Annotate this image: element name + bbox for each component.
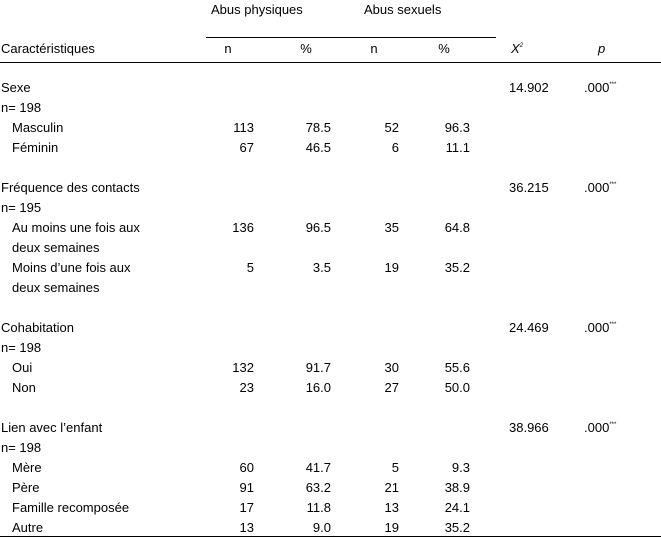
cell-pct-physical: 78.5 xyxy=(305,120,331,135)
cell-n-physical: 17 xyxy=(239,500,254,515)
cell-pct-sexual: 96.3 xyxy=(444,120,470,135)
cell-pct-physical: 91.7 xyxy=(305,360,331,375)
row-label: Au moins une fois aux xyxy=(12,220,140,235)
cell-n-sexual: 30 xyxy=(384,360,399,375)
sample-size-label: n= 198 xyxy=(1,100,42,115)
row-label: Moins d’une fois aux xyxy=(12,260,131,275)
row-label: Féminin xyxy=(12,140,59,155)
cell-n-sexual: 13 xyxy=(384,500,399,515)
cell-n-physical: 5 xyxy=(246,260,254,275)
cell-n-sexual: 27 xyxy=(384,380,399,395)
col-header-pct1: % xyxy=(300,41,312,56)
row-label: deux semaines xyxy=(12,280,100,295)
row-label: Famille recomposée xyxy=(12,500,130,515)
sample-size-label: n= 195 xyxy=(1,200,42,215)
section-title: Fréquence des contacts xyxy=(1,180,140,195)
row-label: Autre xyxy=(12,520,44,535)
p-value xyxy=(584,420,616,436)
p-value-text: .000 xyxy=(584,80,610,95)
row-label: deux semaines xyxy=(12,240,100,255)
cell-n-sexual: 6 xyxy=(391,140,399,155)
col-header-p: p xyxy=(598,41,606,56)
cell-n-sexual: 35 xyxy=(384,220,399,235)
chi2-value: 38.966 xyxy=(509,420,549,435)
p-value-text: .000 xyxy=(584,420,610,435)
cell-pct-physical: 9.0 xyxy=(312,520,331,535)
chi2-value: 36.215 xyxy=(509,180,549,195)
p-value xyxy=(584,320,616,336)
cell-pct-physical: 16.0 xyxy=(305,380,331,395)
col-header-characteristics: Caractéristiques xyxy=(1,41,95,56)
sample-size-label: n= 198 xyxy=(1,440,42,455)
col-header-pct2: % xyxy=(438,41,450,56)
cell-pct-sexual: 24.1 xyxy=(444,500,470,515)
section-title: Sexe xyxy=(1,80,31,95)
row-label: Masculin xyxy=(12,120,64,135)
cell-pct-physical: 46.5 xyxy=(305,140,331,155)
chi2-value: 24.469 xyxy=(509,320,549,335)
cell-n-physical: 67 xyxy=(239,140,254,155)
cell-n-sexual: 21 xyxy=(384,480,399,495)
cell-pct-sexual: 35.2 xyxy=(444,520,470,535)
col-header-chi2: $X^2$ xyxy=(511,41,524,56)
cell-n-sexual: 5 xyxy=(391,460,399,475)
col-header-n2: n xyxy=(370,41,378,56)
col-header-n1: n xyxy=(224,41,232,56)
section-title: Lien avec l’enfant xyxy=(1,420,103,435)
cell-pct-sexual: 11.1 xyxy=(445,140,470,155)
cell-pct-sexual: 55.6 xyxy=(444,360,470,375)
row-label: Mère xyxy=(12,460,42,475)
cell-pct-physical: 96.5 xyxy=(305,220,331,235)
significance-marker: *** xyxy=(609,181,617,188)
cell-pct-physical: 3.5 xyxy=(312,260,331,275)
section-title: Cohabitation xyxy=(1,320,74,335)
cell-pct-physical: 63.2 xyxy=(305,480,331,495)
row-label: Non xyxy=(12,380,36,395)
row-label: Oui xyxy=(12,360,33,375)
group-header-physical: Abus physiques xyxy=(211,2,303,17)
cell-pct-physical: 41.7 xyxy=(305,460,331,475)
p-value xyxy=(584,180,616,196)
cell-n-physical: 91 xyxy=(239,480,254,495)
significance-marker: *** xyxy=(609,421,617,428)
significance-marker: *** xyxy=(609,321,617,328)
cell-pct-sexual: 64.8 xyxy=(444,220,470,235)
cell-n-sexual: 19 xyxy=(384,260,399,275)
sample-size-label: n= 198 xyxy=(1,340,42,355)
p-value xyxy=(584,80,616,96)
cell-pct-physical: 11.8 xyxy=(306,500,331,515)
cell-n-physical: 23 xyxy=(239,380,254,395)
group-header-sexual: Abus sexuels xyxy=(364,2,442,17)
cell-pct-sexual: 38.9 xyxy=(444,480,470,495)
cell-n-sexual: 19 xyxy=(384,520,399,535)
cell-pct-sexual: 9.3 xyxy=(451,460,470,475)
cell-n-physical: 113 xyxy=(233,120,254,135)
header-rule xyxy=(0,62,661,63)
cell-pct-sexual: 50.0 xyxy=(444,380,470,395)
row-label: Père xyxy=(12,480,40,495)
cell-n-physical: 136 xyxy=(232,220,254,235)
p-value-text: .000 xyxy=(584,320,610,335)
cell-n-physical: 13 xyxy=(239,520,254,535)
chi2-value: 14.902 xyxy=(509,80,549,95)
group-underline xyxy=(206,37,496,38)
cell-n-physical: 132 xyxy=(232,360,254,375)
significance-marker: *** xyxy=(609,81,617,88)
cell-n-physical: 60 xyxy=(239,460,254,475)
cell-n-sexual: 52 xyxy=(384,120,399,135)
p-value-text: .000 xyxy=(584,180,610,195)
cell-pct-sexual: 35.2 xyxy=(444,260,470,275)
